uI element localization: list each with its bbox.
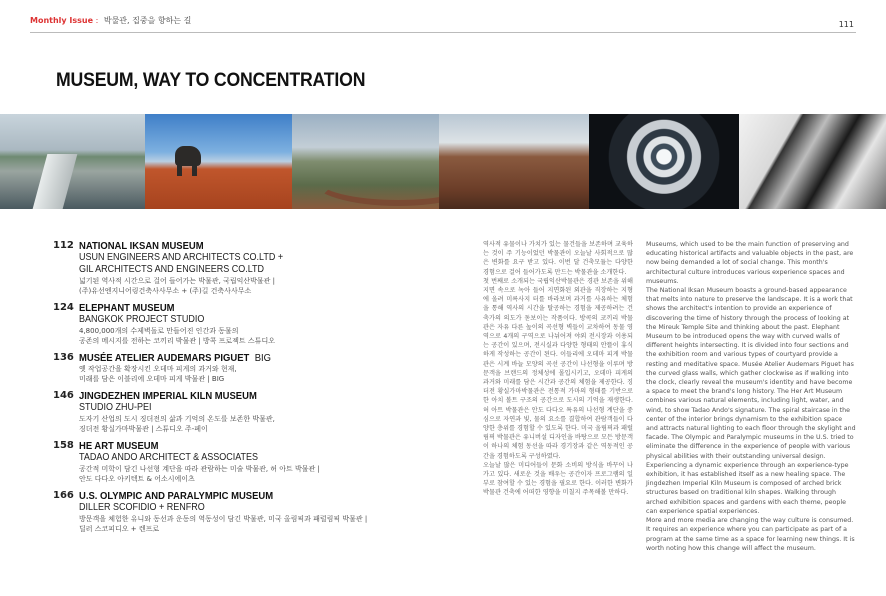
toc-description: 넓기된 역사적 시간으로 걸어 들어가는 박물관, 국립익산박물관 | — [79, 277, 275, 285]
toc-description: 미래를 담은 이블리에 오데마 피게 박물관 | BIG — [79, 375, 225, 383]
issue-label: Monthly Issue — [30, 16, 94, 25]
toc-museum-name-text: U.S. OLYMPIC AND PARALYMPIC MUSEUM — [79, 490, 274, 502]
toc-description: (주)유선엔지니어링건축사사무소 + (주)길 건축사사무소 — [79, 287, 252, 295]
toc-museum-name-text: MUSÉE ATELIER AUDEMARS PIGUET — [79, 352, 250, 364]
korean-intro-text — [483, 240, 633, 498]
running-header — [30, 15, 191, 26]
photo-olympic-museum — [739, 114, 886, 209]
page-title: MUSEUM, WAY TO CONCENTRATION — [56, 70, 366, 91]
toc-page-number: 136 — [53, 352, 74, 363]
toc-architect-tag: BIG — [254, 352, 271, 364]
toc-museum-name-text: HE ART MUSEUM — [79, 440, 159, 452]
photo-elephant-museum — [145, 114, 292, 209]
toc-page-number: 112 — [53, 240, 74, 251]
photo-iksan-museum — [0, 114, 145, 209]
toc-description: 딜러 스코피디오 + 렌프로 — [79, 525, 160, 533]
toc-museum-name — [79, 240, 353, 252]
toc-museum-name — [79, 352, 353, 364]
toc-museum-name — [79, 440, 353, 452]
toc-architect: DILLER SCOFIDIO + RENFRO — [79, 502, 205, 513]
korean-paragraph: 첫 번째로 소개되는 국립익산박물관은 경관 보존을 위해 지면 속으로 녹아 들어 지면화된 외관을 직장하는 지형에 올려 미륵사지 터를 바라보며 과거를 사유하는 체험을 통해 역사의 시간을 탈공하는 경험을 제공하려는 건축가의 의도가 돋보이는 작품이다. 방콕의 코끼리 박물관은 자유 다른 높이의 곡선형 벽들이 교차하여 동물 영역으로 4개의 구역으로 나뉘어져 야외 전시장과 이용되는 공간이 있으며, 전시실과 다양한 형태의 안뜰이 휴식하게 작성하는 공간이 된다. 이들리에 오데마 피게 박물관은 시계 바늘 모양의 곡선 공간이 나선형을 이루며 방문객을 브랜드의 정체성에 몰입시키고, 오데마 피게의 과거와 미래를 담은 시간과 공간의 체험을 제공한다. 징더전 황실가마박물관은 전통적 가마의 형태를 기반으로 한 아치 볼트 구조의 공간으로 도시의 기억을 재생한다. 허 아트 박물관은 안도 다다오 특유의 나선형 계단을 중심으로 자연과 빛, 물의 요소를 결합하여 관람객들이 다양한 층위를 경험할 수 있도록 한다. 미국 올림픽과 패럴림픽 박물관은 유니버설 디자인을 바탕으로 모든 방문객이 하나의 체험 동선을 따라 경기장과 같은 역동적인 공간을 경험하도록 구성하였다. — [483, 277, 633, 460]
toc-architect: STUDIO ZHU-PEI — [79, 402, 152, 413]
toc-museum-name-text: ELEPHANT MUSEUM — [79, 302, 175, 314]
toc-entry[interactable] — [53, 490, 383, 534]
toc-description: 도자기 산업의 도시 징더전의 삶과 기억의 온도를 보존한 박물관, — [79, 415, 275, 423]
toc-page-number: 124 — [53, 302, 74, 313]
toc-museum-name — [79, 490, 353, 502]
issue-subtitle: 박물관, 집중을 향하는 길 — [103, 16, 192, 25]
toc-architect: GIL ARCHITECTS AND ENGINEERS CO.LTD — [79, 264, 265, 275]
header-rule — [30, 32, 856, 33]
toc-description: 옛 작업공간을 확장시킨 오데마 피게의 과거와 현재, — [79, 365, 237, 373]
english-intro-text — [646, 240, 856, 553]
toc-entry[interactable] — [53, 302, 383, 346]
photo-jingdezhen-kiln — [439, 114, 589, 209]
toc-architect: BANGKOK PROJECT STUDIO — [79, 314, 205, 325]
toc-description: 4,800,000개의 수제벽돌로 만들어진 인간과 동물의 — [79, 327, 239, 335]
english-paragraph: The National Iksan Museum boasts a ground-based appearance that melts into nature to preserve the landscape. It is a work that shows the architect's intention to provide an experience of discovering the time of history through the process of looking at the Mireuk Temple Site and thinking about the past. Elephant Museum to be introduced opens the way with curved walls of different heights intersecting. It is divided into four sections and the exhibition room and various types of courtyard provide a resting and meditative space. Musée Atelier Audemars Piguet has the curved glass walls, which gather clockwise as if walking into the clock, clearly reveal the museum's identity and have become a space to meet the brand's long history. The Her Art Museum combines various natural elements, including light, water, and wind, to show Tadao Ando's signature. The spiral staircase in the center of the interior brings dynamism to the exhibition space and attracts natural lighting to each floor through the skylight and facade. The Olympic and Paralympic museums in the U.S. tried to eliminate the difference in the experience of people with various physical abilities with their outstanding universal design. Experiencing a dynamic experience through an experience-type exhibition, it has established itself as a new healing space. The Jingdezhen Imperial Kiln Museum is composed of arched brick structures based on traditional kiln shapes. Walking through arched exhibition spaces and gardens with each theme, people can experience spatial experiences. — [646, 287, 856, 515]
toc-entry[interactable] — [53, 440, 383, 484]
header-separator: : — [95, 16, 99, 25]
toc-description: 공존의 메시지를 전하는 코끼리 박물관 | 방콕 프로젝트 스튜디오 — [79, 337, 275, 345]
photo-he-art-museum — [589, 114, 739, 209]
photo-audemars-piguet — [292, 114, 439, 209]
toc-entry[interactable] — [53, 352, 383, 384]
toc-architect: TADAO ANDO ARCHITECT & ASSOCIATES — [79, 452, 259, 463]
toc-description: 징더전 황실가마박물관 | 스튜디오 주-페이 — [79, 425, 208, 433]
toc-museum-name-text: NATIONAL IKSAN MUSEUM — [79, 240, 204, 252]
toc-entry[interactable] — [53, 240, 383, 296]
toc-page-number: 166 — [53, 490, 74, 501]
korean-paragraph: 오늘날 많은 미디어들이 문화 소비의 방식을 바꾸어 나가고 있다. 새로운 것을 배우는 공간이자 프로그램의 일부로 참여할 수 있는 경험을 필요로 한다. 이러한 변화가 박물관 건축에 어떠한 영향을 미칠지 주목해볼 만하다. — [483, 461, 633, 497]
toc-page-number: 146 — [53, 390, 74, 401]
toc-entry[interactable] — [53, 390, 383, 434]
page-number: 111 — [838, 20, 854, 29]
toc-page-number: 158 — [53, 440, 74, 451]
toc-architect: USUN ENGINEERS AND ARCHITECTS CO.LTD + — [79, 252, 284, 263]
toc-museum-name — [79, 390, 353, 402]
toc-museum-name-text: JINGDEZHEN IMPERIAL KILN MUSEUM — [79, 390, 257, 402]
english-paragraph: Museums, which used to be the main function of preserving and educating historical artifacts and valuable objects in the past, are now being demanded a lot of social change. This month's architectural culture introduces various experience spaces and museums. — [646, 241, 854, 285]
toc-description: 방문객을 체험한 유니와 동선과 운동의 역동성이 담긴 박물관, 미국 올림픽과 패럴림픽 박물관 | — [79, 515, 368, 523]
korean-paragraph: 역사적 유물이나 가치가 있는 물건들을 보존하며 교육하는 것이 주 기능이었던 박물관이 오늘날 사회적으로 많은 변화를 요구 받고 있다. 이번 달 건축모듈는 다양한 경험으로 걸어 들어가도록 만드는 박물관을 소개한다. — [483, 241, 633, 276]
english-paragraph: More and more media are changing the way culture is consumed. It requires an experience where you can participate as part of a program at the same time as a space for learning new things. It is worth noting how this change will affect the museum. — [646, 517, 855, 552]
table-of-contents — [53, 240, 383, 540]
photo-strip — [0, 114, 886, 209]
toc-museum-name — [79, 302, 353, 314]
toc-description: 안도 다다오 아키텍트 & 어소시에이츠 — [79, 475, 195, 483]
toc-description: 공간적 미학이 담긴 나선형 계단을 따라 관람하는 미술 박물관, 허 아트 박물관 | — [79, 465, 320, 473]
